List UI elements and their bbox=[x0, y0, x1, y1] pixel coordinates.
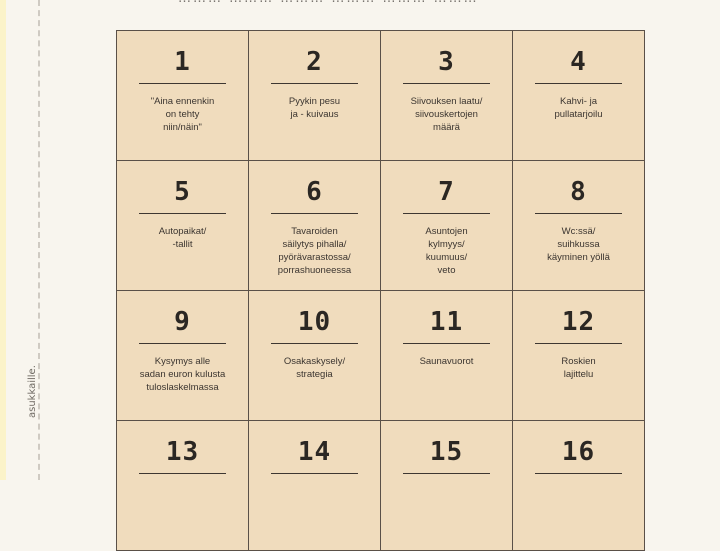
dashed-cut-line bbox=[38, 0, 40, 480]
card-10 bbox=[249, 291, 381, 421]
card-2 bbox=[249, 31, 381, 161]
card-rule bbox=[139, 83, 226, 84]
card-rule bbox=[271, 343, 358, 344]
card-number: 11 bbox=[429, 307, 464, 337]
card-number: 1 bbox=[174, 47, 191, 77]
card-6 bbox=[249, 161, 381, 291]
card-7 bbox=[381, 161, 513, 291]
card-number: 16 bbox=[561, 437, 596, 467]
card-number: 10 bbox=[297, 307, 332, 337]
card-3 bbox=[381, 31, 513, 161]
card-rule bbox=[403, 83, 490, 84]
side-note: asukkaille. bbox=[27, 365, 38, 418]
card-number: 2 bbox=[306, 47, 323, 77]
card-rule bbox=[271, 83, 358, 84]
top-cut-text bbox=[178, 0, 479, 6]
card-15 bbox=[381, 421, 513, 551]
card-label: Autopaikat/ -tallit bbox=[158, 226, 207, 250]
card-number: 8 bbox=[570, 177, 587, 207]
card-rule bbox=[535, 83, 622, 84]
card-rule bbox=[271, 213, 358, 214]
card-8 bbox=[513, 161, 645, 291]
card-13 bbox=[117, 421, 249, 551]
card-number: 3 bbox=[438, 47, 455, 77]
card-label: Kahvi- ja pullatarjoilu bbox=[554, 96, 603, 120]
card-4 bbox=[513, 31, 645, 161]
card-5 bbox=[117, 161, 249, 291]
card-12 bbox=[513, 291, 645, 421]
card-rule bbox=[535, 473, 622, 474]
card-14 bbox=[249, 421, 381, 551]
card-number: 14 bbox=[297, 437, 332, 467]
card-rule bbox=[403, 343, 490, 344]
card-number: 15 bbox=[429, 437, 464, 467]
card-number: 9 bbox=[174, 307, 191, 337]
card-label: Pyykin pesu ja - kuivaus bbox=[288, 96, 341, 120]
card-rule bbox=[139, 473, 226, 474]
card-number: 6 bbox=[306, 177, 323, 207]
card-rule bbox=[403, 473, 490, 474]
card-label: Kysymys alle sadan euron kulusta tuloslaskelmassa bbox=[139, 356, 226, 393]
card-rule bbox=[403, 213, 490, 214]
card-9 bbox=[117, 291, 249, 421]
card-grid bbox=[116, 30, 645, 551]
card-number: 13 bbox=[165, 437, 200, 467]
left-edge-strip bbox=[0, 0, 6, 480]
card-number: 4 bbox=[570, 47, 587, 77]
card-label: Roskien lajittelu bbox=[561, 356, 596, 380]
card-label: Asuntojen kylmyys/ kuumuus/ veto bbox=[425, 226, 468, 276]
card-label: Saunavuorot bbox=[419, 356, 474, 367]
card-11 bbox=[381, 291, 513, 421]
card-rule bbox=[271, 473, 358, 474]
card-1 bbox=[117, 31, 249, 161]
card-rule bbox=[535, 213, 622, 214]
card-number: 12 bbox=[561, 307, 596, 337]
card-label: "Aina ennenkin on tehty niin/näin" bbox=[150, 96, 215, 133]
card-number: 5 bbox=[174, 177, 191, 207]
card-16 bbox=[513, 421, 645, 551]
card-label: Tavaroiden säilytys pihalla/ pyörävarastossa/ porrashuoneessa bbox=[277, 226, 352, 276]
card-number: 7 bbox=[438, 177, 455, 207]
card-label: Wc:ssä/ suihkussa käyminen yöllä bbox=[547, 226, 610, 263]
card-label: Siivouksen laatu/ siivouskertojen määrä bbox=[410, 96, 483, 133]
card-rule bbox=[535, 343, 622, 344]
card-rule bbox=[139, 343, 226, 344]
card-rule bbox=[139, 213, 226, 214]
card-label: Osakaskysely/ strategia bbox=[283, 356, 346, 380]
